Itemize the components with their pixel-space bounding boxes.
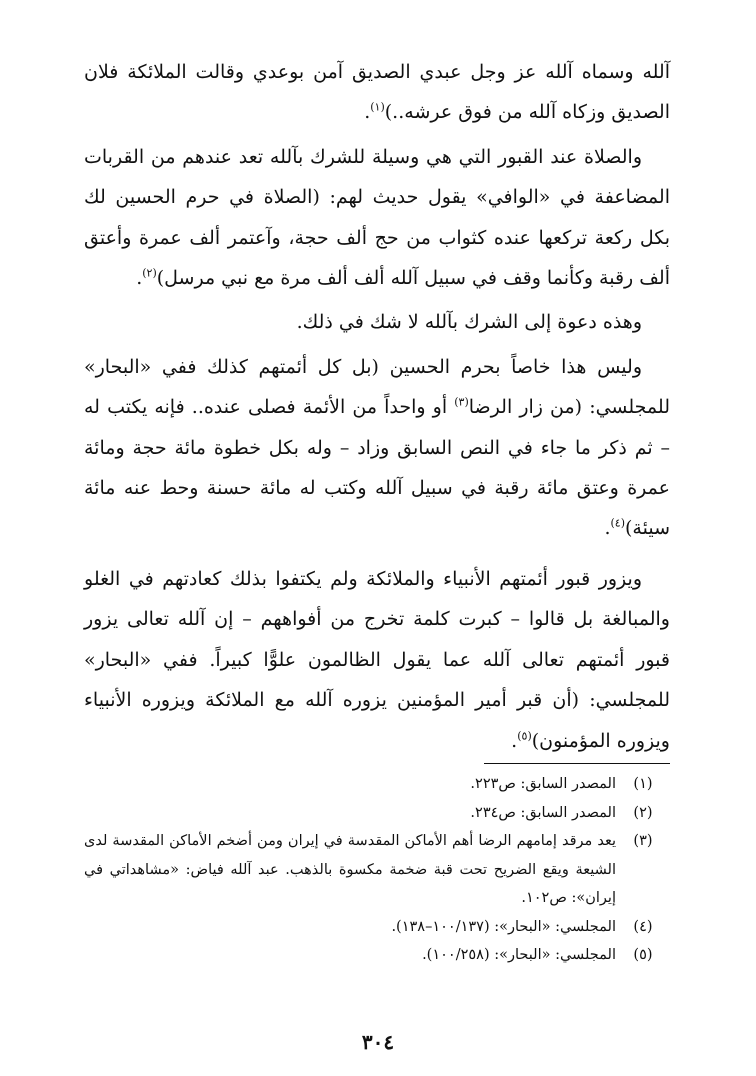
footnote-ref-2[interactable]: (٢): [142, 266, 157, 280]
footnote-number: (٥): [633, 947, 653, 964]
footnote-ref-4[interactable]: (٤): [610, 517, 625, 531]
footnote-number: (٢): [633, 804, 653, 821]
footnote-number: (٤): [633, 918, 653, 935]
footnotes: [84, 770, 670, 970]
paragraph-5: [84, 559, 670, 761]
footnote-4: [84, 913, 670, 942]
footnote-divider: [484, 763, 670, 764]
paragraph-2-text: والصلاة عند القبور التي هي وسيلة للشرك بآلله تعد عندهم من القربات المضاعفة في «الوافي» يقول حديث لهم: (الصلاة في حرم الحسين لك بكل ركعة تركعها عنده كثواب من حج ألف حجة، وآعتمر ألف عمرة وأعتق ألف رقبة وكأنما وقف في سبيل آلله ألف ألف مرة مع نبي مرسل): [84, 145, 670, 290]
footnote-2: [84, 799, 670, 828]
paragraph-5-tail: .: [511, 729, 518, 752]
footnote-ref-3[interactable]: (٣): [454, 395, 469, 409]
paragraph-4-tail: .: [604, 517, 611, 540]
footnote-1: [84, 770, 670, 799]
paragraph-1-tail: .: [364, 101, 371, 124]
paragraph-2: [84, 137, 670, 299]
footnote-text: المجلسي: «البحار»: (١٠٠/٢٥٨).: [422, 947, 616, 964]
footnote-3: [84, 827, 670, 913]
footnote-ref-5[interactable]: (٥): [517, 729, 532, 743]
footnote-text: المصدر السابق: ص٢٢٣.: [470, 775, 616, 792]
paragraph-4-middle: أو واحداً من الأئمة فصلى عنده.. فإنه يكتب له – ثم ذكر ما جاء في النص السابق وزاد – وله بكل خطوة مائة حجة ومائة عمرة وعتق مائة رقبة في سبيل آلله وكتب له مائة حسنة وحط عنه مائة سيئة): [84, 396, 670, 540]
paragraph-3: [84, 302, 670, 342]
footnote-number: (٣): [633, 833, 653, 850]
paragraph-3-text: وهذه دعوة إلى الشرك بآلله لا شك في ذلك.: [296, 311, 642, 334]
paragraph-5-text: ويزور قبور أئمتهم الأنبياء والملائكة ولم يكتفوا بذلك كعادتهم في الغلو والمبالغة بل قالوا – كبرت كلمة تخرج من أفواههم – إن آلله تعالى يزور قبور أئمتهم تعالى آلله عما يقول الظالمون علوًّا كبيراً. ففي «البحار» للمجلسي: (أن قبر أمير المؤمنين يزوره آلله مع الملائكة ويزوره الأنبياء ويزوره المؤمنون): [84, 567, 670, 752]
paragraph-4: [84, 347, 670, 549]
paragraph-1: [84, 52, 670, 133]
paragraph-1-text: آلله وسماه آلله عز وجل عبدي الصديق آمن بوعدي وقالت الملائكة فلان الصديق وزكاه آلله من فوق عرشه..): [84, 61, 670, 124]
book-page: [84, 52, 670, 970]
footnote-text: المصدر السابق: ص٢٣٤.: [470, 804, 616, 821]
footnote-ref-1[interactable]: (١): [370, 101, 385, 115]
footnote-text: المجلسي: «البحار»: (١٠٠/١٣٧–١٣٨).: [391, 918, 616, 935]
paragraph-2-tail: .: [136, 267, 143, 290]
footnote-text: يعد مرقد إمامهم الرضا أهم الأماكن المقدسة في إيران ومن أضخم الأماكن المقدسة لدى الشيعة ويقع الضريح تحت قبة ضخمة مكسوة بالذهب. عبد آلله فياض: «مشاهداتي في إيران»: ص١٠٢.: [84, 833, 616, 907]
paragraph-4-text: وليس هذا خاصاً بحرم الحسين (بل كل أئمتهم كذلك ففي «البحار» للمجلسي: (من زار الرضا: [84, 355, 670, 419]
footnote-5: [84, 941, 670, 970]
page-number: ٣٠٤: [361, 1030, 395, 1054]
footnote-number: (١): [633, 775, 653, 792]
